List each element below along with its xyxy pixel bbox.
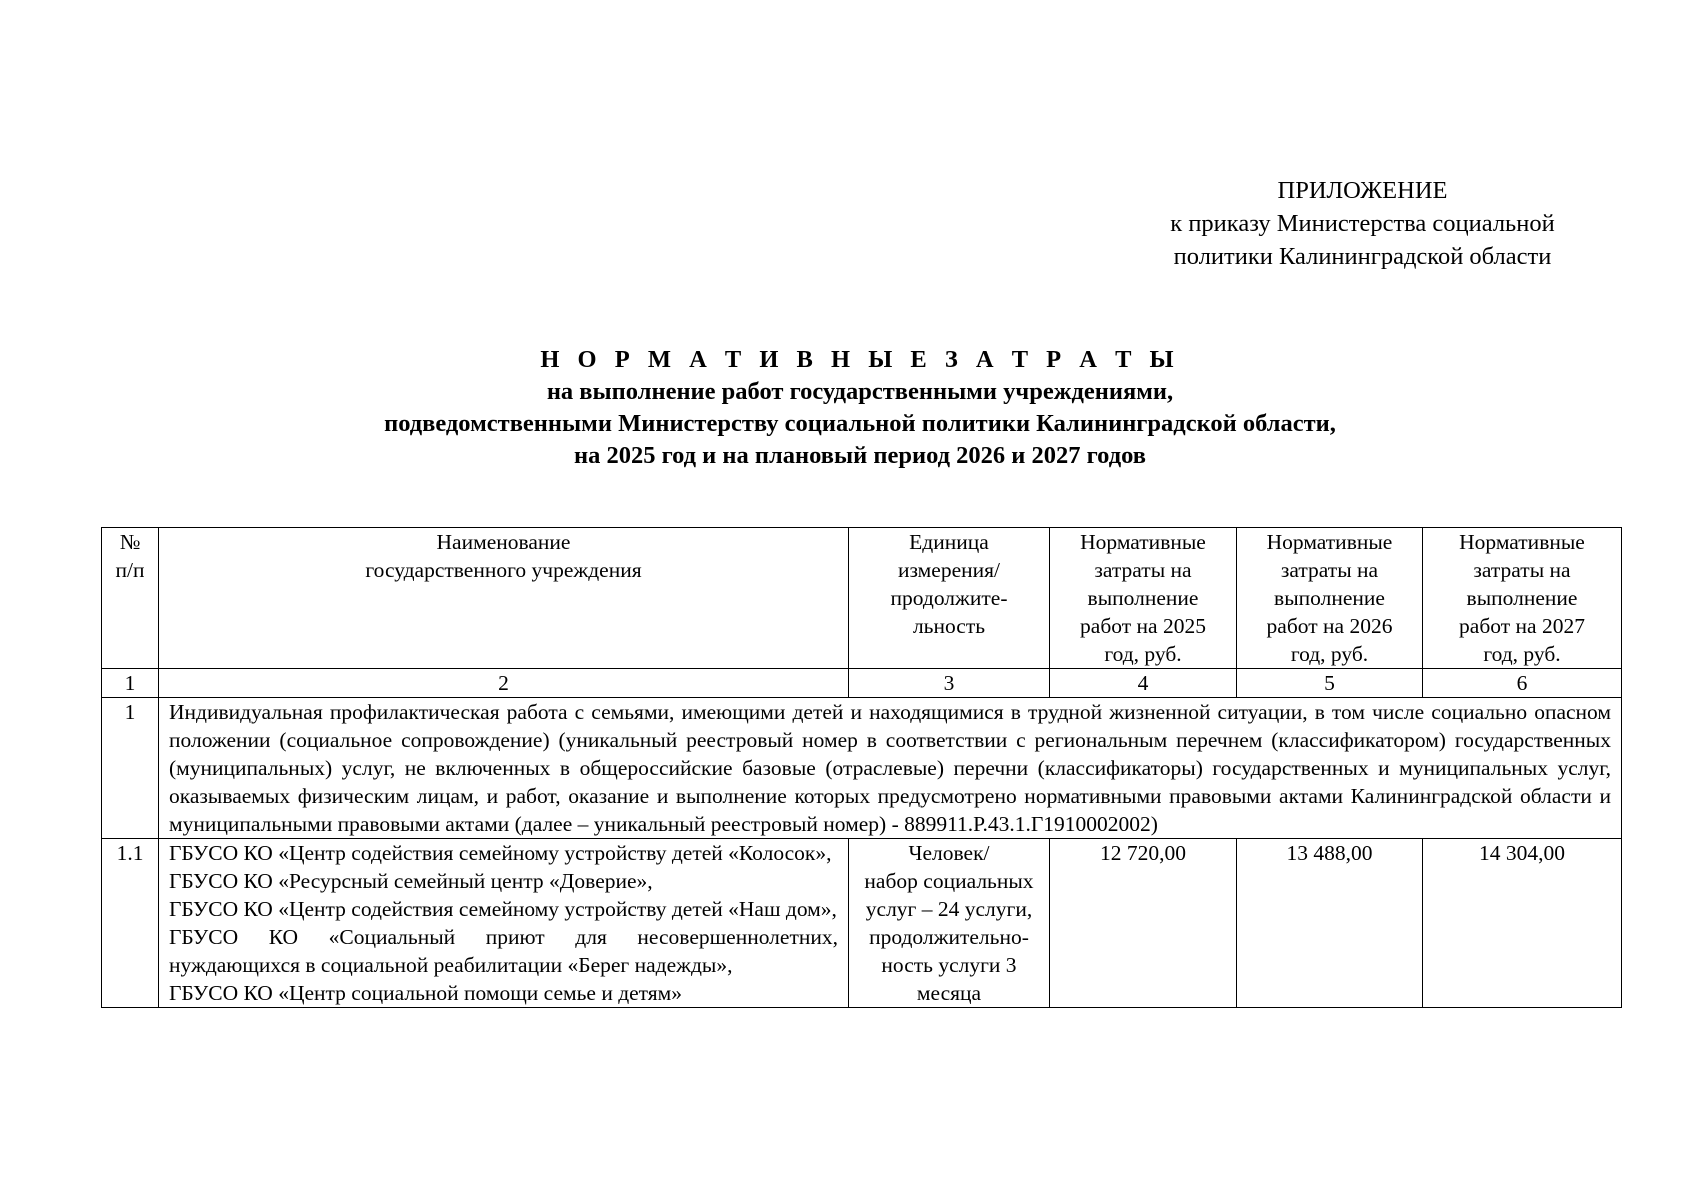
header-text-line: затраты на [1473, 558, 1571, 582]
column-number: 6 [1423, 669, 1622, 698]
row-cost-2027: 14 304,00 [1423, 839, 1622, 1008]
column-number: 3 [849, 669, 1050, 698]
unit-line: ность услуги 3 [881, 953, 1017, 977]
unit-line: Человек/ [908, 841, 990, 865]
row-unit [849, 839, 1050, 1008]
row-cost-2026: 13 488,00 [1237, 839, 1423, 1008]
header-text-line: выполнение [1466, 586, 1578, 610]
unit-line: услуг – 24 услуги, [865, 897, 1033, 921]
row-cost-2025: 12 720,00 [1050, 839, 1237, 1008]
header-text-line: Наименование [436, 530, 571, 554]
unit-line: продолжительно- [869, 925, 1029, 949]
header-cost-2026 [1237, 528, 1423, 669]
header-text-line: выполнение [1274, 586, 1385, 610]
title-line-1: на выполнение работ государственными учреждениями, [546, 378, 1174, 405]
column-number: 1 [102, 669, 159, 698]
row-institutions [159, 839, 849, 1008]
column-number: 4 [1050, 669, 1237, 698]
table-row [102, 839, 1622, 1008]
header-text-line: Нормативные [1080, 530, 1206, 554]
header-text-line: Нормативные [1266, 530, 1393, 554]
column-number: 5 [1237, 669, 1423, 698]
institution-name: ГБУСО КО «Центр социальной помощи семье и детям» [169, 981, 683, 1005]
header-number [102, 528, 159, 669]
table-header-row [102, 528, 1622, 669]
title-line-3: на 2025 год и на плановый период 2026 и 2027 годов [573, 442, 1146, 469]
column-number: 2 [159, 669, 849, 698]
unit-line: месяца [916, 981, 982, 1005]
header-text-line: работ на 2027 [1459, 614, 1585, 638]
header-text-line: год, руб. [1290, 642, 1369, 666]
header-text-line: измерения/ [897, 558, 1000, 582]
column-numbers-row [102, 669, 1622, 698]
header-text-line: государственного учреждения [365, 558, 642, 582]
appendix-line-2: политики Калининградской области [1173, 243, 1552, 270]
title-line-2: подведомственными Министерству социальной политики Калининградской области, [384, 410, 1336, 437]
header-text-line: Единица [909, 530, 989, 554]
unit-line: набор социальных [864, 869, 1034, 893]
header-text-line: год, руб. [1104, 642, 1182, 666]
section-description: Индивидуальная профилактическая работа с семьями, имеющими детей и находящимися в трудной жизненной ситуации, в том числе социально опасном положении (социальное сопровождение) (уникальный реестровый номер в соответствии с региональным перечнем (классификатором) государственных (муниципальных) услуг, не включенных в общероссийские базовые (отраслевые) перечни (классификаторы) государственных и муниципальных услуг, оказываемых физическим лицам, и работ, оказание и выполнение которых предусмотрено нормативными правовыми актами Калининградской области и муниципальными правовыми актами (далее – уникальный реестровый номер) - 889911.Р.43.1.Г1910002002) [159, 698, 1622, 839]
header-text-line: выполнение [1087, 586, 1199, 610]
institution-name: ГБУСО КО «Ресурсный семейный центр «Доверие», [169, 869, 653, 893]
section-row [102, 698, 1622, 839]
norms-table [101, 527, 1622, 1008]
header-cost-2025 [1050, 528, 1237, 669]
header-text-line: работ на 2025 [1080, 614, 1206, 638]
header-unit [849, 528, 1050, 669]
header-text-line: работ на 2026 [1266, 614, 1393, 638]
document-title [100, 344, 1620, 472]
appendix-block [1110, 174, 1615, 273]
title-heading: Н О Р М А Т И В Н Ы Е З А Т Р А Т Ы [540, 346, 1180, 373]
header-text-line: льность [912, 614, 986, 638]
header-text-line: Нормативные [1459, 530, 1585, 554]
institution-name: ГБУСО КО «Центр содействия семейному устройству детей «Колосок», [169, 841, 832, 865]
header-text-line: затраты на [1094, 558, 1192, 582]
header-cost-2027 [1423, 528, 1622, 669]
institution-name: ГБУСО КО «Центр содействия семейному устройству детей «Наш дом», [169, 897, 837, 921]
header-text-line: год, руб. [1483, 642, 1561, 666]
header-text-line: продолжите- [890, 586, 1008, 610]
header-institution [159, 528, 849, 669]
section-number: 1 [102, 698, 159, 839]
header-text-line: № [119, 530, 141, 554]
institution-name: ГБУСО КО «Социальный приют для несовершеннолетних, нуждающихся в социальной реабилитации «Берег надежды», [169, 925, 838, 977]
header-text-line: п/п [115, 558, 145, 582]
appendix-line-1: к приказу Министерства социальной [1170, 210, 1555, 237]
row-number: 1.1 [102, 839, 159, 1008]
header-text-line: затраты на [1280, 558, 1379, 582]
appendix-label: ПРИЛОЖЕНИЕ [1277, 177, 1448, 204]
